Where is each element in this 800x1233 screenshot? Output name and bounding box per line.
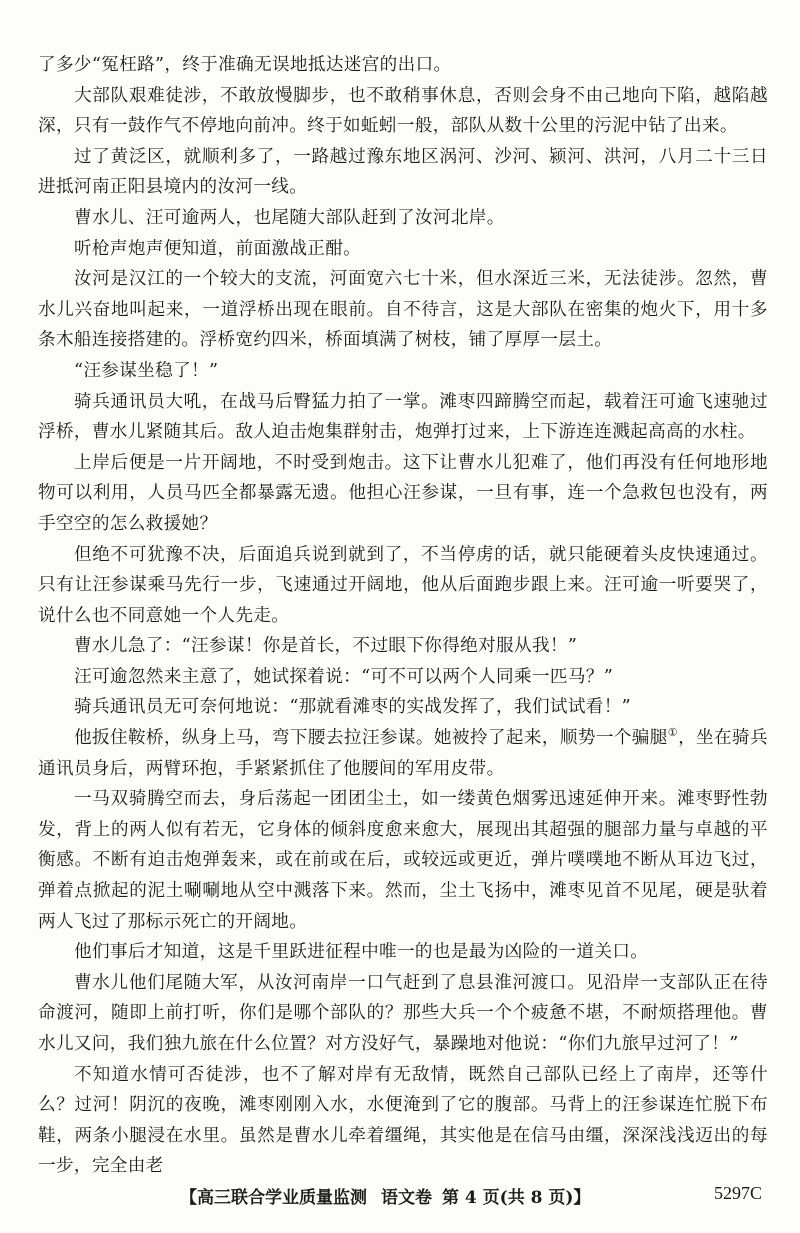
paragraph: “汪参谋坐稳了！”: [74, 360, 219, 381]
exam-title: 高三联合学业质量监测: [197, 1188, 367, 1208]
paragraph: 骑兵通讯员无可奈何地说：“那就看滩枣的实战发挥了，我们试试看！”: [74, 697, 632, 718]
paragraph: 大部队艰难徒涉，不敢放慢脚步，也不敢稍事休息，否则会身不由己地向下陷，越陷越深，只有一鼓作气不停地向前冲。终于如蚯蚓一般，部队从数十公里的污泥中钻了出来。: [38, 85, 768, 137]
paragraph: 一马双骑腾空而去，身后荡起一团团尘土，如一缕黄色烟雾迅速延伸开来。滩枣野性勃发，背上的两人似有若无，它身体的倾斜度愈来愈大，展现出其超强的腿部力量与卓越的平衡感。不断有迫击炮弹轰来，或在前或在后，或较远或更近，弹片噗噗地不断从耳边飞过，弹着点掀起的泥土唰唰地从空中溅落下来。然而，尘土飞扬中，滩枣见首不见尾，硬是驮着两人飞过了那标示死亡的开阔地。: [38, 789, 768, 932]
page-footer: [0, 1183, 800, 1213]
paragraph: 汪可逾忽然来主意了，她试探着说：“可不可以两个人同乘一匹马？”: [74, 666, 614, 687]
footnote-marker: ①: [667, 726, 679, 740]
paragraph: 曹水儿他们尾随大军，从汝河南岸一口气赶到了息县淮河渡口。见沿岸一支部队正在待命渡河，随即上前打听，你们是哪个部队的？那些大兵一个个疲惫不堪，不耐烦搭理他。曹水儿又问，我们独九旅在什么位置？对方没好气，暴躁地对他说：“你们九旅早过河了！”: [38, 972, 768, 1054]
paragraph: 骑兵通讯员大吼，在战马后臀猛力拍了一掌。滩枣四蹄腾空而起，载着汪可逾飞速驰过浮桥，曹水儿紧随其后。敌人迫击炮集群射击，炮弹打过来，上下游连连溅起高高的水柱。: [38, 391, 768, 443]
paragraph: 汝河是汉江的一个较大的支流，河面宽六七十米，但水深近三米，无法徒涉。忽然，曹水儿兴奋地叫起来，一道浮桥出现在眼前。自不待言，这是大部队在密集的炮火下，用十多条木船连接搭建的。浮桥宽约四米，桥面填满了树枝，铺了厚厚一层土。: [38, 269, 768, 351]
article-body: [38, 50, 768, 1182]
paragraph: 曹水儿急了：“汪参谋！你是首长，不过眼下你得绝对服从我！”: [74, 636, 578, 657]
paragraph-text: ，坐在骑兵通讯员身后，两臂环抱，手紧紧抓住了他腰间的军用皮带。: [38, 728, 768, 779]
paragraph: 但绝不可犹豫不决，后面追兵说到就到了，不当停虏的话，就只能硬着头皮快速通过。只有让汪参谋乘马先行一步，飞速通过开阔地，他从后面跑步跟上来。汪可逾一听要哭了，说什么也不同意她一个人先走。: [38, 544, 768, 626]
paragraph-with-footnote: [38, 723, 768, 784]
footer-close-bracket: 】: [573, 1188, 591, 1208]
paragraph: 不知道水情可否徒涉，也不了解对岸有无敌情，既然自己部队已经上了南岸，还等什么？过河！阴沉的夜晚，滩枣刚刚入水，水便淹到了它的腹部。马背上的汪参谋连忙脱下布鞋，两条小腿浸在水里。虽然是曹水儿牵着缰绳，其实他是在信马由缰，深深浅浅迈出的每一步，完全由老: [38, 1064, 768, 1177]
exam-info: [180, 1183, 590, 1208]
exam-code: 5297C: [713, 1183, 762, 1203]
paragraph: 他们事后才知道，这是千里跃进征程中唯一的也是最为凶险的一道关口。: [74, 942, 649, 963]
paragraph: 过了黄泛区，就顺利多了，一路越过豫东地区涡河、沙河、颍河、洪河，八月二十三日进抵河南正阳县境内的汝河一线。: [38, 146, 768, 198]
paragraph: 上岸后便是一片开阔地，不时受到炮击。这下让曹水儿犯难了，他们再没有任何地形地物可以利用，人员马匹全都暴露无遗。他担心汪参谋，一旦有事，连一个急救包也没有，两手空空的怎么救援她？: [38, 452, 768, 534]
exam-subject: 语文卷: [381, 1188, 432, 1208]
paragraph: 了多少“冤枉路”，终于准确无误地抵达迷宫的出口。: [38, 55, 452, 75]
paragraph: 听枪声炮声便知道，前面激战正酣。: [74, 238, 362, 259]
paragraph-text: 他扳住鞍桥，纵身上马，弯下腰去拉汪参谋。她被拎了起来，顺势一个骗腿: [74, 728, 668, 749]
paragraph: 曹水儿、汪可逾两人，也尾随大部队赶到了汝河北岸。: [74, 207, 505, 228]
page-number: 第 4 页(共 8 页): [442, 1188, 574, 1208]
footer-open-bracket: 【: [180, 1188, 197, 1208]
